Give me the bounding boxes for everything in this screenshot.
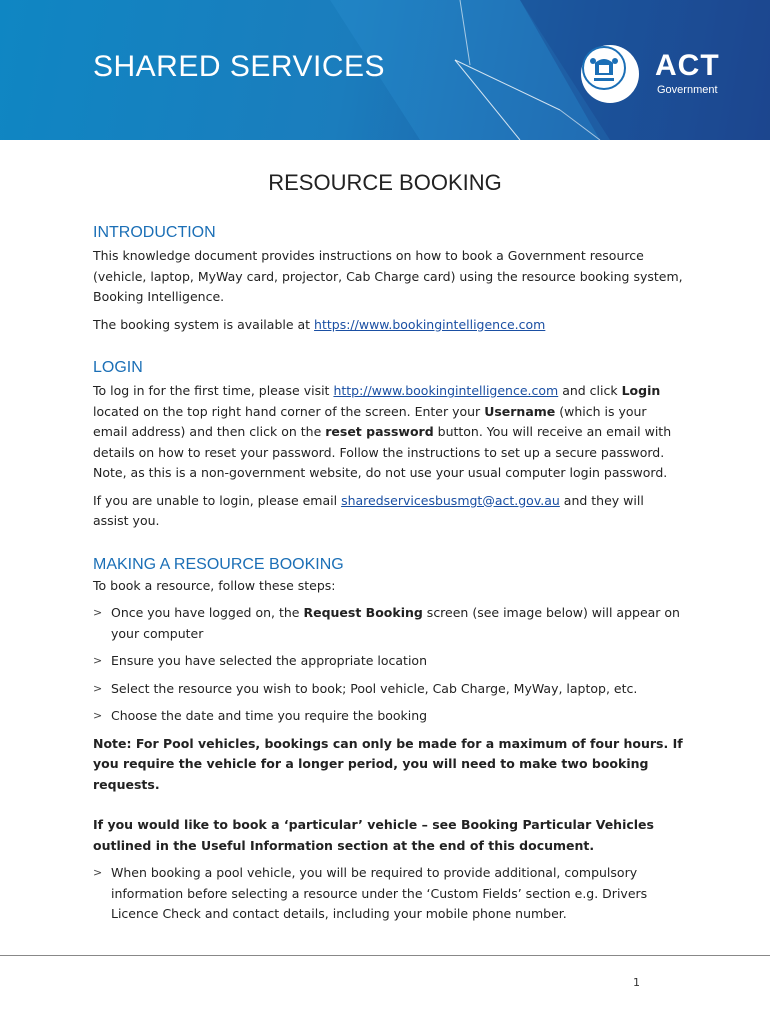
making-booking-heading: MAKING A RESOURCE BOOKING	[93, 555, 344, 573]
introduction-paragraph: This knowledge document provides instructions on how to book a Government resource (vehicle, laptop, MyWay card, projector, Cab Charge card) using the resource booking system, Booking Intelligence.	[93, 248, 683, 304]
list-item	[93, 863, 683, 925]
particular-vehicle-note: If you would like to book a ‘particular’ vehicle – see Booking Particular Vehicles outlined in the Useful Information section at the end of this document.	[93, 817, 654, 853]
bullet-chevron-icon: >	[93, 681, 103, 695]
list-item	[93, 603, 683, 644]
list-item	[93, 706, 683, 727]
step-1-text-a: Once you have logged on, the	[111, 605, 304, 620]
logo-government-word: Government	[657, 84, 718, 96]
booking-system-text: The booking system is available at	[93, 316, 315, 332]
login-bold-login: Login	[621, 383, 661, 398]
document-title: RESOURCE BOOKING	[268, 170, 502, 195]
banner-title: SHARED SERVICES	[93, 50, 386, 83]
booking-intelligence-login-link[interactable]: http://www.bookingintelligence.com	[333, 383, 559, 398]
booking-intelligence-link[interactable]: https://www.bookingintelligence.com	[314, 316, 546, 332]
shared-services-email-link[interactable]: sharedservicesbusmgt@act.gov.au	[341, 492, 560, 508]
step-2-text: Ensure you have selected the appropriate location	[111, 653, 428, 668]
login-section	[93, 357, 683, 532]
booking-steps-list	[93, 603, 683, 727]
header-banner	[0, 0, 770, 140]
step-1-bold: Request Booking	[303, 605, 423, 620]
login-help-text-2: and they will assist you.	[93, 492, 644, 528]
step-1-text-b: screen (see image below) will appear on your computer	[111, 605, 680, 641]
login-text-5: button. You will receive an email with details on how to reset your password. Follow the instructions to set up a secure password. Note, as this is a non-government website, do not use your usual computer login password.	[93, 424, 672, 480]
list-item	[93, 651, 683, 672]
introduction-heading: INTRODUCTION	[93, 224, 216, 241]
pool-vehicle-list	[93, 863, 683, 925]
step-5-text: When booking a pool vehicle, you will be required to provide additional, compulsory information before selecting a resource under the ‘Custom Fields’ section e.g. Drivers Licence Check and contact details, including your mobile phone number.	[111, 865, 648, 921]
act-government-logo	[581, 45, 731, 109]
making-booking-section	[93, 554, 683, 925]
bullet-chevron-icon: >	[93, 866, 103, 879]
login-text-4: (which is your email address) and then click on the	[93, 403, 647, 439]
bullet-chevron-icon: >	[93, 709, 103, 722]
login-heading: LOGIN	[93, 359, 143, 376]
coat-of-arms-icon	[581, 45, 639, 103]
list-item	[93, 679, 683, 700]
login-text-3: located on the top right hand corner of the screen. Enter your	[93, 403, 485, 419]
logo-act-word: ACT	[655, 49, 720, 82]
login-text-1: To log in for the first time, please visit	[93, 383, 334, 398]
bullet-chevron-icon: >	[93, 654, 103, 667]
step-4-text: Choose the date and time you require the booking	[111, 708, 428, 723]
footer-divider	[0, 955, 770, 956]
login-help-paragraph	[93, 491, 683, 532]
login-paragraph	[93, 381, 683, 484]
bullet-chevron-icon: >	[93, 606, 103, 619]
login-text-2: and click	[558, 383, 622, 398]
login-bold-reset-password: reset password	[325, 424, 434, 439]
login-bold-username: Username	[484, 403, 556, 419]
introduction-section	[93, 222, 683, 335]
making-booking-intro: To book a resource, follow these steps:	[93, 577, 336, 593]
page-number: 1	[633, 976, 640, 989]
step-3-text: Select the resource you wish to book; Pool vehicle, Cab Charge, MyWay, laptop, etc.	[111, 680, 638, 696]
booking-system-paragraph	[93, 315, 683, 336]
pool-vehicle-note: Note: For Pool vehicles, bookings can only be made for a maximum of four hours. If you require the vehicle for a longer period, you will need to make two booking requests.	[93, 735, 683, 792]
login-help-text-1: If you are unable to login, please email	[93, 492, 342, 508]
document-body	[93, 222, 683, 925]
